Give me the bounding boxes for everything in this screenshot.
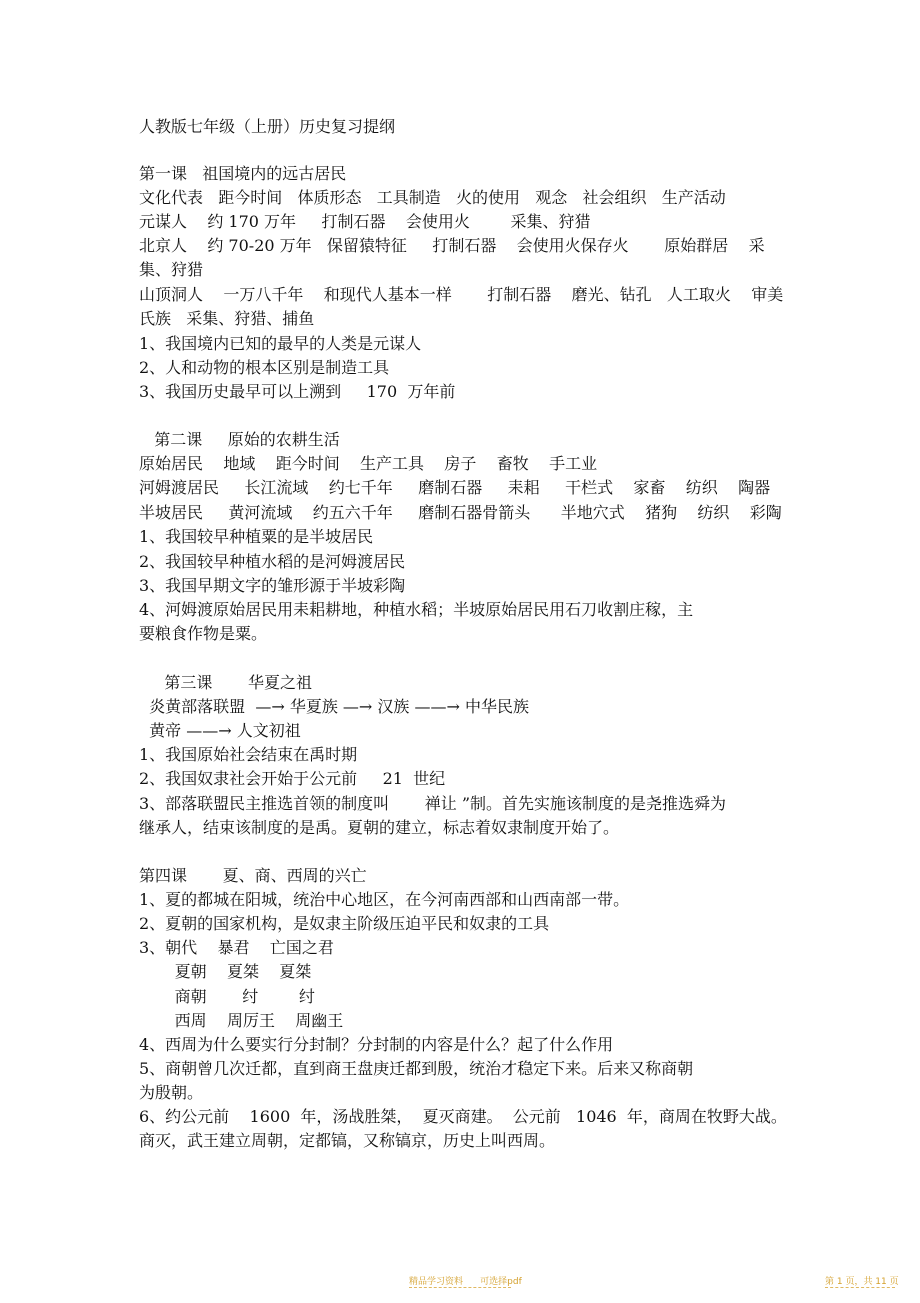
lesson-2-point-4: 4、河姆渡原始居民用耒耜耕地，种植水稻；半坡原始居民用石刀收割庄稼，主	[139, 600, 694, 619]
lesson-1-row-beijing-cont: 集、狩猎	[139, 260, 204, 279]
lesson-2-point-4-cont: 要粮食作物是粟。	[139, 624, 268, 643]
lesson-1-row-shandingdong: 山顶洞人 一万八千年 和现代人基本一样 打制石器 磨光、钻孔 人工取火 审美	[139, 285, 784, 304]
lesson-1-table-header: 文化代表 距今时间 体质形态 工具制造 火的使用 观念 社会组织 生产活动	[139, 188, 726, 207]
lesson-1-point-2: 2、人和动物的根本区别是制造工具	[139, 358, 390, 377]
footer-dashed-rule-left	[409, 1287, 511, 1288]
lesson-1-heading: 第一课 祖国境内的远古居民	[139, 164, 347, 183]
lesson-3-chain-1: 炎黄部落联盟 —→ 华夏族 —→ 汉族 ——→ 中华民族	[139, 697, 529, 716]
lesson-1-row-yuanmou: 元谋人 约 170 万年 打制石器 会使用火 采集、狩猎	[139, 212, 591, 231]
lesson-4-point-2: 2、夏朝的国家机构，是奴隶主阶级压迫平民和奴隶的工具	[139, 914, 550, 933]
lesson-2-row-banpo: 半坡居民 黄河流域 约五六千年 磨制石器骨箭头 半地穴式 猪狗 纺织 彩陶	[139, 503, 782, 522]
lesson-4-dynasty-shang: 商朝 纣 纣	[139, 987, 315, 1006]
lesson-3-heading: 第三课 华夏之祖	[139, 673, 313, 692]
lesson-2-point-2: 2、我国较早种植水稻的是河姆渡居民	[139, 552, 406, 571]
lesson-4-heading: 第四课 夏、商、西周的兴亡	[139, 866, 367, 885]
lesson-1-point-1: 1、我国境内已知的最早的人类是元谋人	[139, 334, 422, 353]
footer-dashed-rule-right	[825, 1287, 895, 1288]
document-title: 人教版七年级（上册）历史复习提纲	[139, 117, 396, 136]
lesson-4-point-6-cont: 商灭，武王建立周朝，定都镐，又称镐京，历史上叫西周。	[139, 1131, 556, 1150]
lesson-2-row-hemudu: 河姆渡居民 长江流域 约七千年 磨制石器 耒耜 干栏式 家畜 纺织 陶器	[139, 478, 771, 497]
lesson-2-point-3: 3、我国早期文字的雏形源于半坡彩陶	[139, 576, 406, 595]
lesson-4-point-5: 5、商朝曾几次迁都，直到商王盘庚迁都到殷，统治才稳定下来。后来又称商朝	[139, 1059, 694, 1078]
lesson-3-point-3-cont: 继承人，结束该制度的是禹。夏朝的建立，标志着奴隶制度开始了。	[139, 818, 620, 837]
lesson-3-point-3: 3、部落联盟民主推选首领的制度叫 禅让 ”制。首先实施该制度的是尧推选舜为	[139, 794, 727, 813]
footer-watermark: 精品学习资料 可选择pdf	[409, 1277, 522, 1287]
lesson-4-point-1: 1、夏的都城在阳城，统治中心地区，在今河南西部和山西南部一带。	[139, 890, 630, 909]
lesson-4-dynasty-xizhou: 西周 周厉王 周幽王	[139, 1011, 344, 1030]
lesson-4-point-5-cont: 为殷朝。	[139, 1083, 204, 1102]
lesson-3-point-1: 1、我国原始社会结束在禹时期	[139, 745, 358, 764]
lesson-2-point-1: 1、我国较早种植粟的是半坡居民	[139, 527, 374, 546]
lesson-4-point-3: 3、朝代 暴君 亡国之君	[139, 938, 334, 957]
footer-page-number: 第 1 页，共 11 页	[825, 1277, 899, 1287]
lesson-4-dynasty-xia: 夏朝 夏桀 夏桀	[139, 962, 312, 981]
lesson-2-heading: 第二课 原始的农耕生活	[139, 430, 340, 449]
lesson-2-table-header: 原始居民 地域 距今时间 生产工具 房子 畜牧 手工业	[139, 454, 598, 473]
lesson-1-row-shandingdong-cont: 氏族 采集、狩猎、捕鱼	[139, 309, 315, 328]
lesson-4-point-6: 6、约公元前 1600 年，汤战胜桀， 夏灭商建。 公元前 1046 年，商周在牧野大战。	[139, 1107, 787, 1126]
lesson-3-point-2: 2、我国奴隶社会开始于公元前 21 世纪	[139, 769, 446, 788]
lesson-1-row-beijing: 北京人 约 70-20 万年 保留猿特征 打制石器 会使用火保存火 原始群居 采	[139, 236, 765, 255]
lesson-3-chain-2: 黄帝 ——→ 人文初祖	[139, 721, 301, 740]
lesson-1-point-3: 3、我国历史最早可以上溯到 170 万年前	[139, 382, 456, 401]
lesson-4-point-4: 4、西周为什么要实行分封制？分封制的内容是什么？起了什么作用	[139, 1035, 614, 1054]
